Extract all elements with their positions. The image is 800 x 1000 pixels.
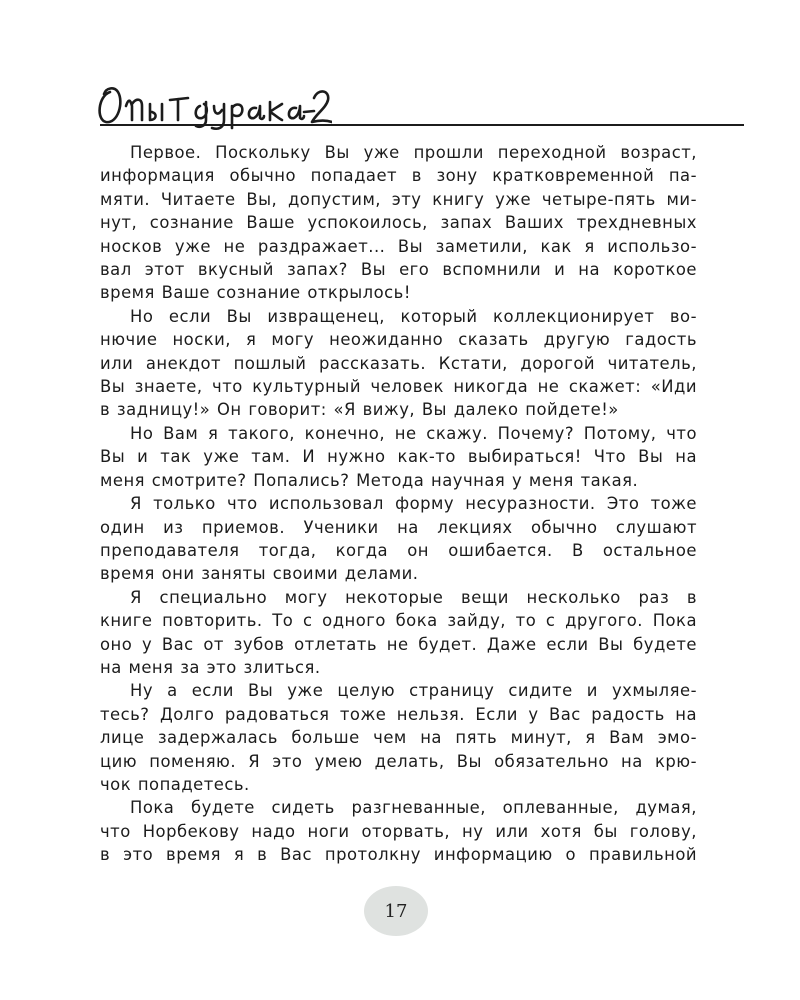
paragraph	[100, 679, 697, 796]
text-line: носков уже не раздражает... Вы заметили, как я использо-	[100, 236, 697, 256]
text-line: оно у Вас от зубов отлетать не будет. Даже если Вы будете	[100, 634, 697, 654]
text-line: Ну а если Вы уже целую страницу сидите и ухмыляе-	[130, 681, 697, 701]
text-line: Но Вам я такого, конечно, не скажу. Почему? Потому, что	[130, 423, 697, 443]
paragraph	[100, 586, 697, 680]
text-line: Первое. Поскольку Вы уже прошли переходной возраст,	[130, 143, 697, 162]
text-line: Вы знаете, что культурный человек никогда не скажет: «Иди	[100, 377, 697, 397]
text-line: вал этот вкусный запах? Вы его вспомнили и на короткое	[100, 260, 697, 280]
page-number: 17	[384, 900, 408, 922]
text-line: Я специально могу некоторые вещи несколько раз в	[130, 587, 697, 607]
text-line: преподавателя тогда, когда он ошибается. В остальное	[100, 540, 697, 560]
paragraph	[100, 141, 697, 305]
text-line: мяти. Читаете Вы, допустим, эту книгу уже четыре-пять ми-	[100, 189, 697, 209]
text-line: в это время я в Вас протолкну информацию о правильной	[100, 845, 697, 865]
text-line: нут, сознание Ваше успокоилось, запах Ваших трехдневных	[100, 213, 697, 233]
paragraph	[100, 305, 697, 422]
text-line: время Ваше сознание открылось!	[100, 283, 411, 303]
text-line: один из приемов. Ученики на лекциях обычно слушают	[100, 517, 697, 537]
header-rule	[100, 124, 744, 126]
text-line: Пока будете сидеть разгневанные, оплеванные, думая,	[130, 798, 697, 818]
text-line: информация обычно попадает в зону кратковременной па-	[100, 166, 697, 186]
text-line: на меня за это злиться.	[100, 657, 321, 677]
text-line: лице задержалась больше чем на пять минут, я Вам эмо-	[100, 728, 697, 748]
page-number-badge	[364, 886, 428, 936]
paragraph	[100, 796, 697, 866]
text-line: Но если Вы извращенец, который коллекционирует во-	[130, 306, 697, 326]
text-line: нючие носки, я могу неожиданно сказать другую гадость	[100, 330, 697, 350]
paragraph	[100, 422, 697, 492]
text-line: Вы и так уже там. И нужно как-то выбираться! Что Вы на	[100, 447, 697, 467]
text-line: или анекдот пошлый рассказать. Кстати, дорогой читатель,	[100, 353, 697, 373]
text-line: в задницу!» Он говорит: «Я вижу, Вы далеко пойдете!»	[100, 400, 619, 420]
text-line: книге повторить. То с одного бока зайду, то с другого. Пока	[100, 611, 697, 631]
text-line: Я только что использовал форму несуразности. Это тоже	[130, 494, 697, 514]
text-line: время они заняты своими делами.	[100, 564, 419, 584]
text-line: меня смотрите? Попались? Метода научная у меня такая.	[100, 470, 639, 490]
text-line: что Норбекову надо ноги оторвать, ну или хотя бы голову,	[100, 821, 697, 841]
handwritten-title-logo	[92, 62, 332, 132]
text-line: тесь? Долго радоваться тоже нельзя. Если у Вас радость на	[100, 704, 697, 724]
text-line: чок попадетесь.	[100, 774, 250, 794]
body-text	[100, 141, 697, 867]
paragraph	[100, 492, 697, 586]
text-line: цию поменяю. Я это умею делать, Вы обязательно на крю-	[100, 751, 697, 771]
page-header	[0, 0, 800, 140]
